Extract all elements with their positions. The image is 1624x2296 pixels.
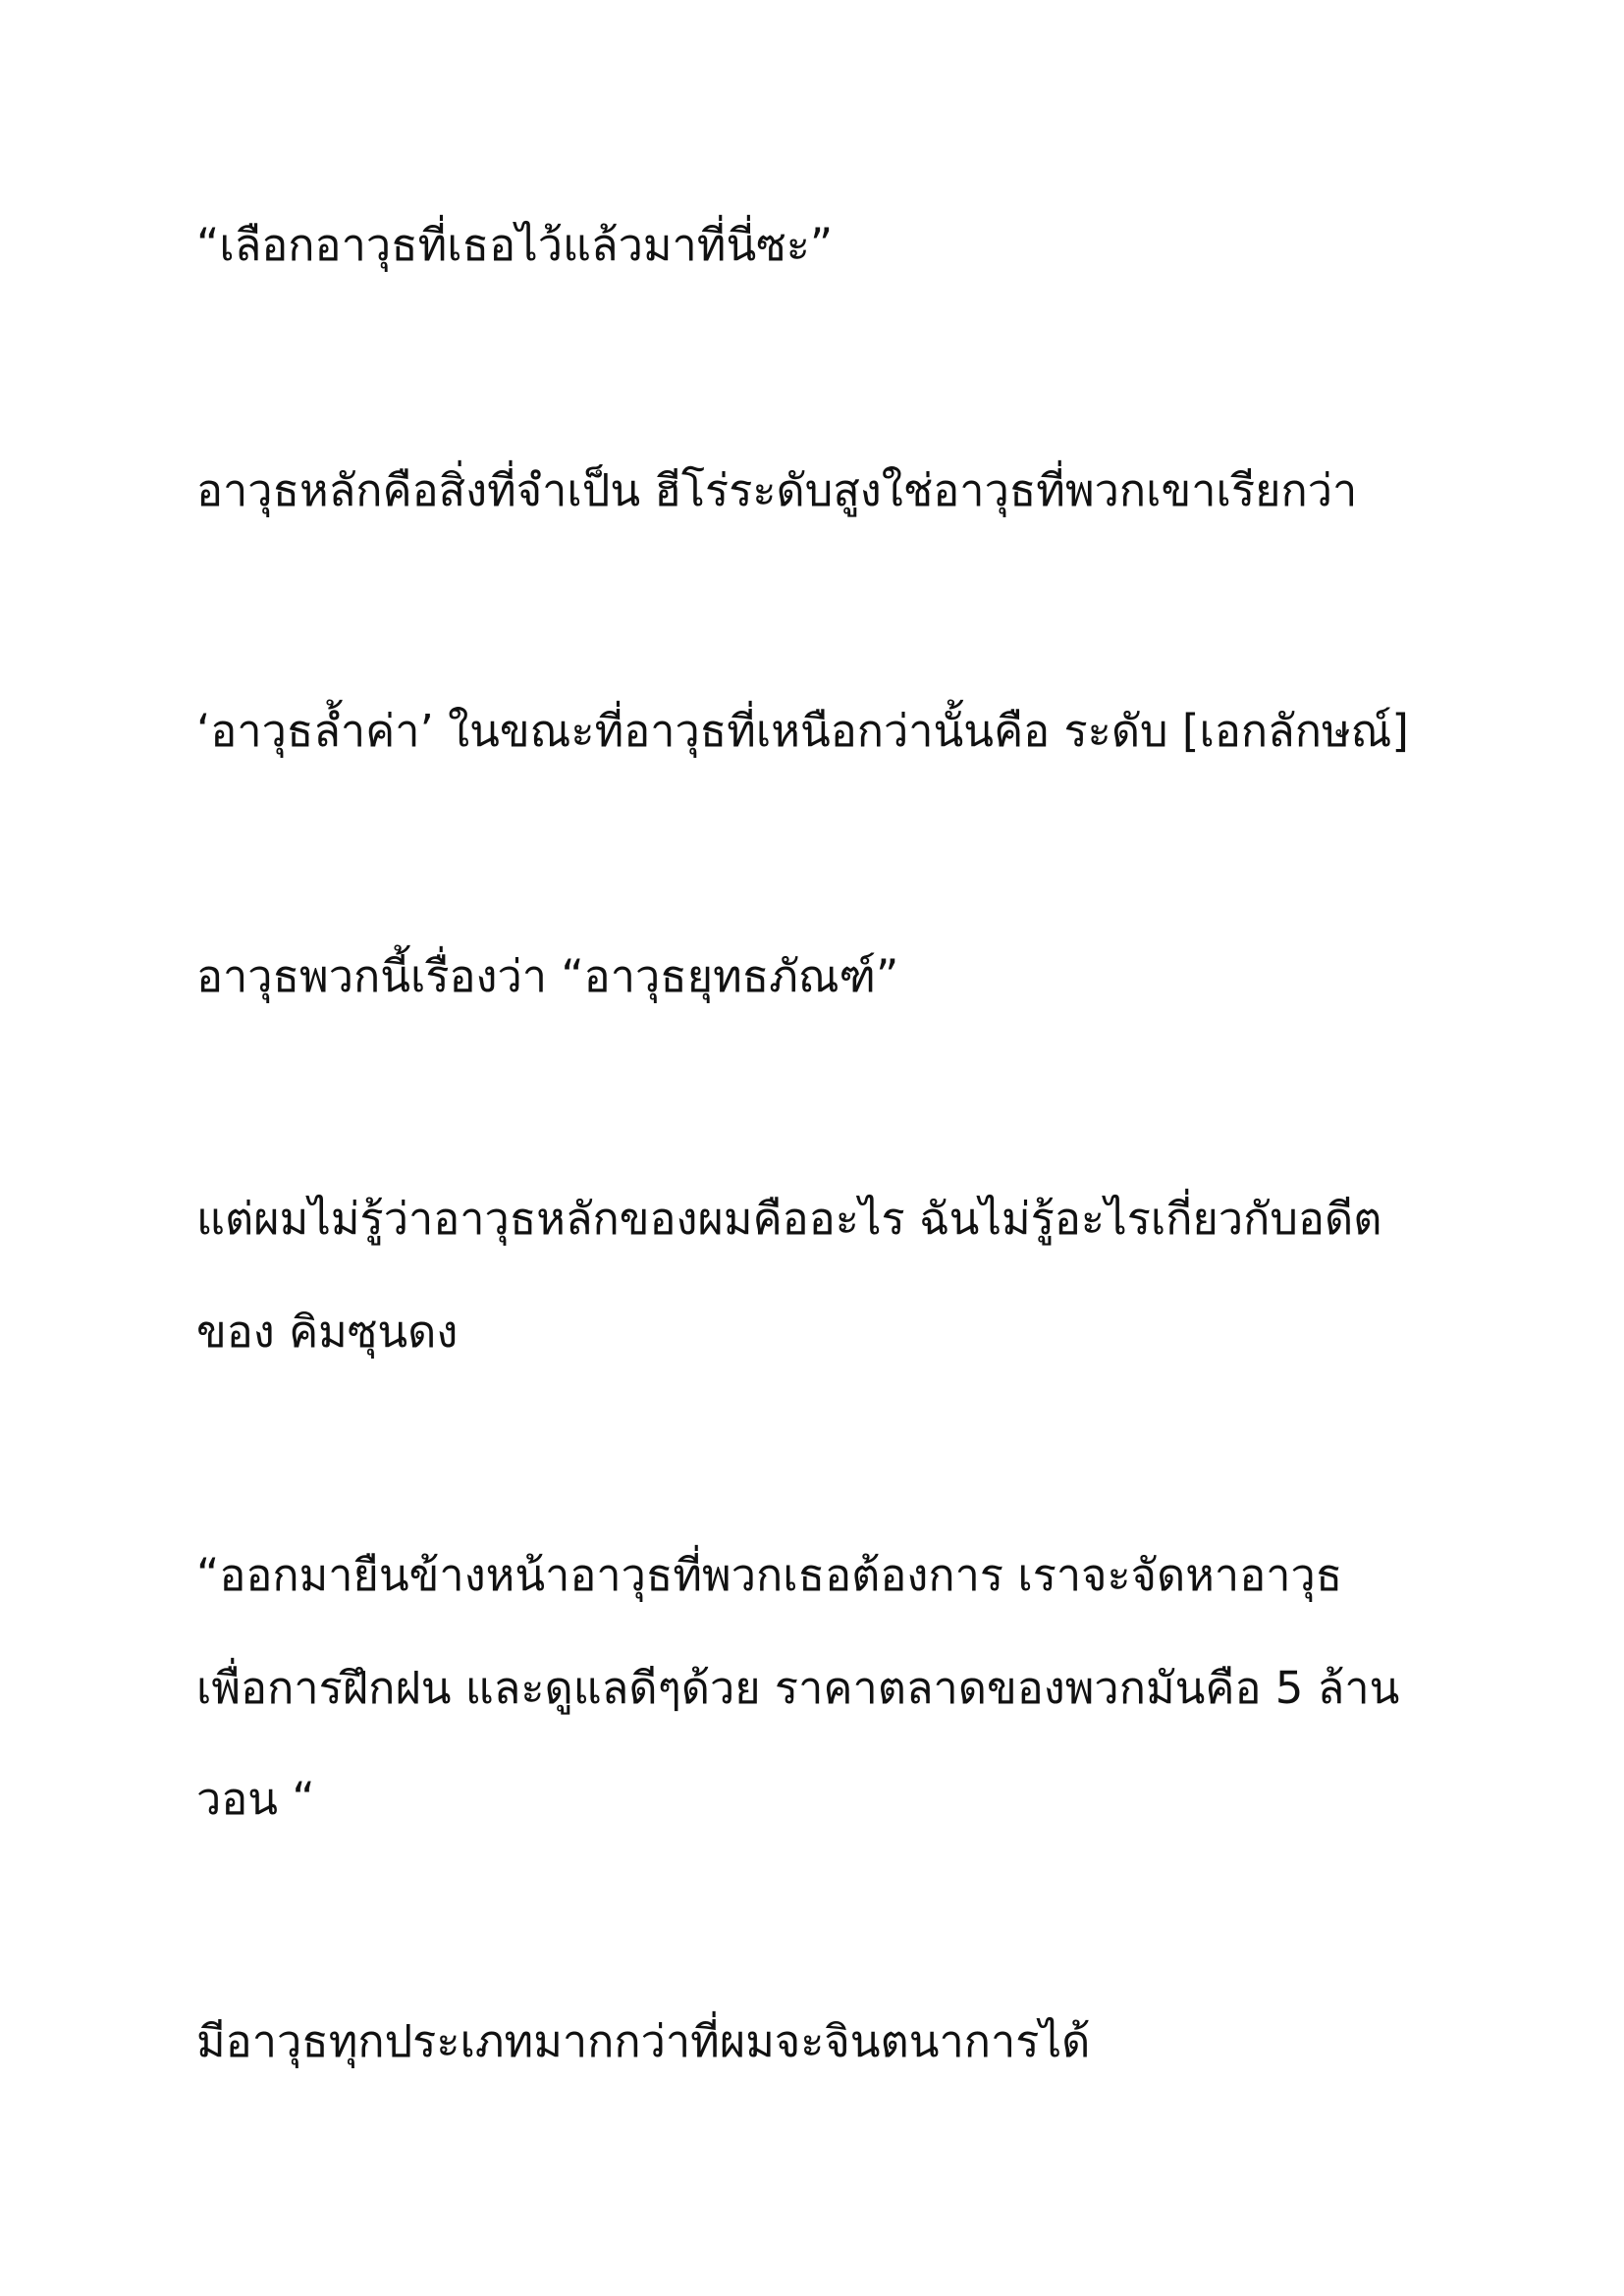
- paragraph-line: มีอาวุธทุกประเภทมากกว่าที่ผมจะจินตนาการได้: [196, 2015, 1091, 2067]
- paragraph-line: วอน “: [196, 1773, 315, 1825]
- paragraph-line: ‘อาวุธล้ำค่า’ ในขณะที่อาวุธที่เหนือกว่านั้นคือ ระดับ [เอกลักษณ์]: [196, 705, 1409, 757]
- paragraph-line: อาวุธพวกนี้เรื่องว่า “อาวุธยุทธภัณฑ์”: [196, 950, 899, 1002]
- paragraph-line: ของ คิมซุนดง: [196, 1306, 459, 1358]
- paragraph-line: แต่ผมไม่รู้ว่าอาวุธหลักของผมคืออะไร ฉันไม่รู้อะไรเกี่ยวกับอดีต: [196, 1193, 1382, 1245]
- paragraph-line: “เลือกอาวุธที่เธอไว้แล้วมาที่นี่ซะ”: [196, 219, 834, 271]
- paragraph-line: อาวุธหลักคือสิ่งที่จำเป็น ฮีโร่ระดับสูงใช่อาวุธที่พวกเขาเรียกว่า: [196, 464, 1358, 516]
- paragraph-line: เพื่อการฝึกฝน และดูแลดีๆด้วย ราคาตลาดของพวกมันคือ 5 ล้าน: [196, 1662, 1400, 1714]
- paragraph-line: “ออกมายืนข้างหน้าอาวุธที่พวกเธอต้องการ เราจะจัดหาอาวุธ: [196, 1549, 1343, 1601]
